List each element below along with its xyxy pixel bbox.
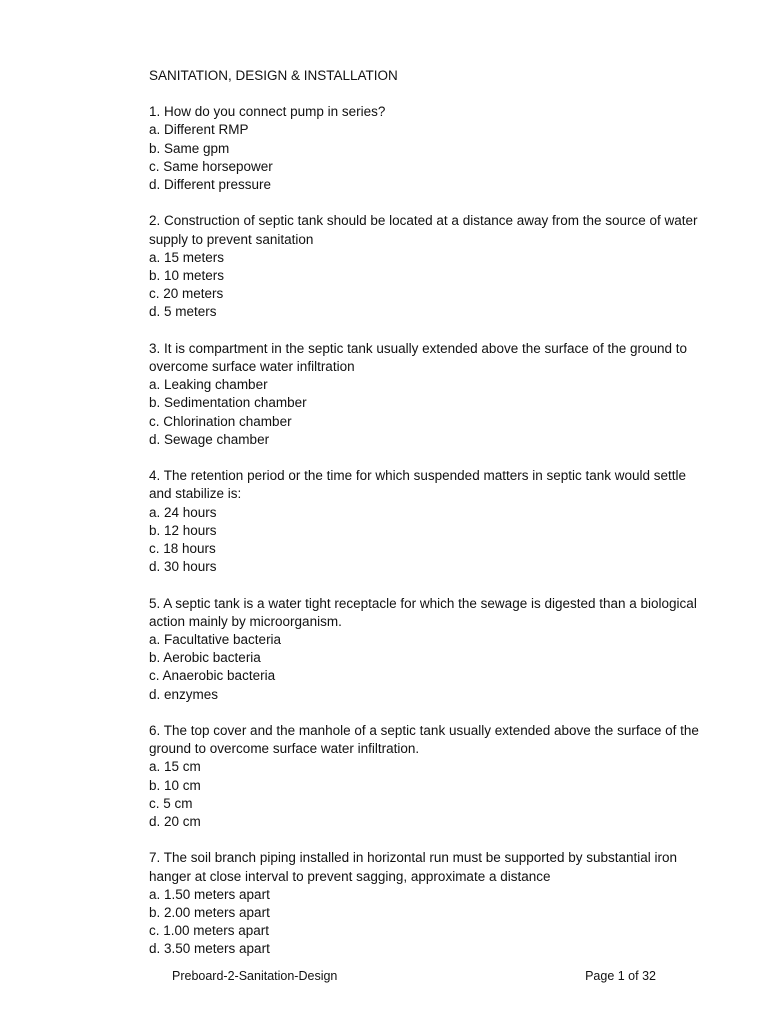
question-text: 4. The retention period or the time for which suspended matters in septic tank would settle and stabilize is: — [149, 468, 687, 502]
answer-options — [149, 249, 709, 322]
document-content — [149, 67, 709, 977]
question-6 — [149, 722, 709, 831]
answer-option-c: c. Same horsepower — [149, 158, 273, 174]
footer-document-name: Preboard-2-Sanitation-Design — [172, 969, 338, 983]
document-title: SANITATION, DESIGN & INSTALLATION — [149, 68, 398, 83]
answer-option-a: a. Different RMP — [149, 122, 249, 138]
answer-options — [149, 758, 709, 831]
answer-options — [149, 504, 709, 577]
answer-option-d: d. 20 cm — [149, 814, 201, 830]
answer-option-c: c. Chlorination chamber — [149, 413, 292, 429]
question-5 — [149, 595, 709, 704]
answer-option-a: a. 15 cm — [149, 759, 201, 775]
answer-option-d: d. Different pressure — [149, 177, 272, 193]
answer-options — [149, 886, 709, 959]
question-text: 1. How do you connect pump in series? — [149, 104, 386, 120]
answer-option-b: b. 2.00 meters apart — [149, 905, 270, 921]
answer-option-a: a. 24 hours — [149, 504, 217, 520]
answer-options — [149, 376, 709, 449]
answer-option-b: b. 10 cm — [149, 777, 201, 793]
answer-option-d: d. enzymes — [149, 686, 219, 702]
question-text: 3. It is compartment in the septic tank usually extended above the surface of the ground to overcome surface water infiltration — [149, 340, 688, 375]
question-text: 7. The soil branch piping installed in horizontal run must be supported by substantial iron hanger at close interval to prevent sagging, approximate a distance — [149, 850, 678, 884]
answer-option-b: b. 12 hours — [149, 522, 217, 538]
question-1 — [149, 103, 709, 194]
answer-option-c: c. 20 meters — [149, 286, 224, 302]
question-text: 5. A septic tank is a water tight receptacle for which the sewage is digested than a biological action mainly by microorganism. — [149, 595, 697, 629]
answer-option-b: b. Same gpm — [149, 140, 230, 156]
answer-option-c: c. 5 cm — [149, 795, 193, 811]
answer-option-c: c. 1.00 meters apart — [149, 923, 270, 939]
answer-option-c: c. Anaerobic bacteria — [149, 668, 276, 684]
question-7 — [149, 849, 709, 958]
answer-option-a: a. Facultative bacteria — [149, 632, 282, 648]
answer-options — [149, 121, 709, 194]
answer-options — [149, 631, 709, 704]
footer-page-number: Page 1 of 32 — [585, 969, 656, 983]
answer-option-b: b. Sedimentation chamber — [149, 395, 307, 411]
question-text: 6. The top cover and the manhole of a septic tank usually extended above the surface of the ground to overcome surface water infiltration. — [149, 723, 699, 757]
answer-option-d: d. Sewage chamber — [149, 431, 270, 447]
answer-option-b: b. 10 meters — [149, 268, 225, 284]
answer-option-b: b. Aerobic bacteria — [149, 650, 261, 666]
answer-option-a: a. 15 meters — [149, 249, 225, 265]
answer-option-d: d. 3.50 meters apart — [149, 941, 270, 957]
answer-option-c: c. 18 hours — [149, 541, 216, 557]
question-text: 2. Construction of septic tank should be located at a distance away from the source of water supply to prevent sanitation — [149, 213, 698, 247]
answer-option-d: d. 5 meters — [149, 304, 217, 320]
question-3 — [149, 340, 709, 449]
answer-option-d: d. 30 hours — [149, 559, 217, 575]
answer-option-a: a. Leaking chamber — [149, 377, 268, 393]
question-2 — [149, 212, 709, 321]
question-4 — [149, 467, 709, 576]
answer-option-a: a. 1.50 meters apart — [149, 886, 270, 902]
